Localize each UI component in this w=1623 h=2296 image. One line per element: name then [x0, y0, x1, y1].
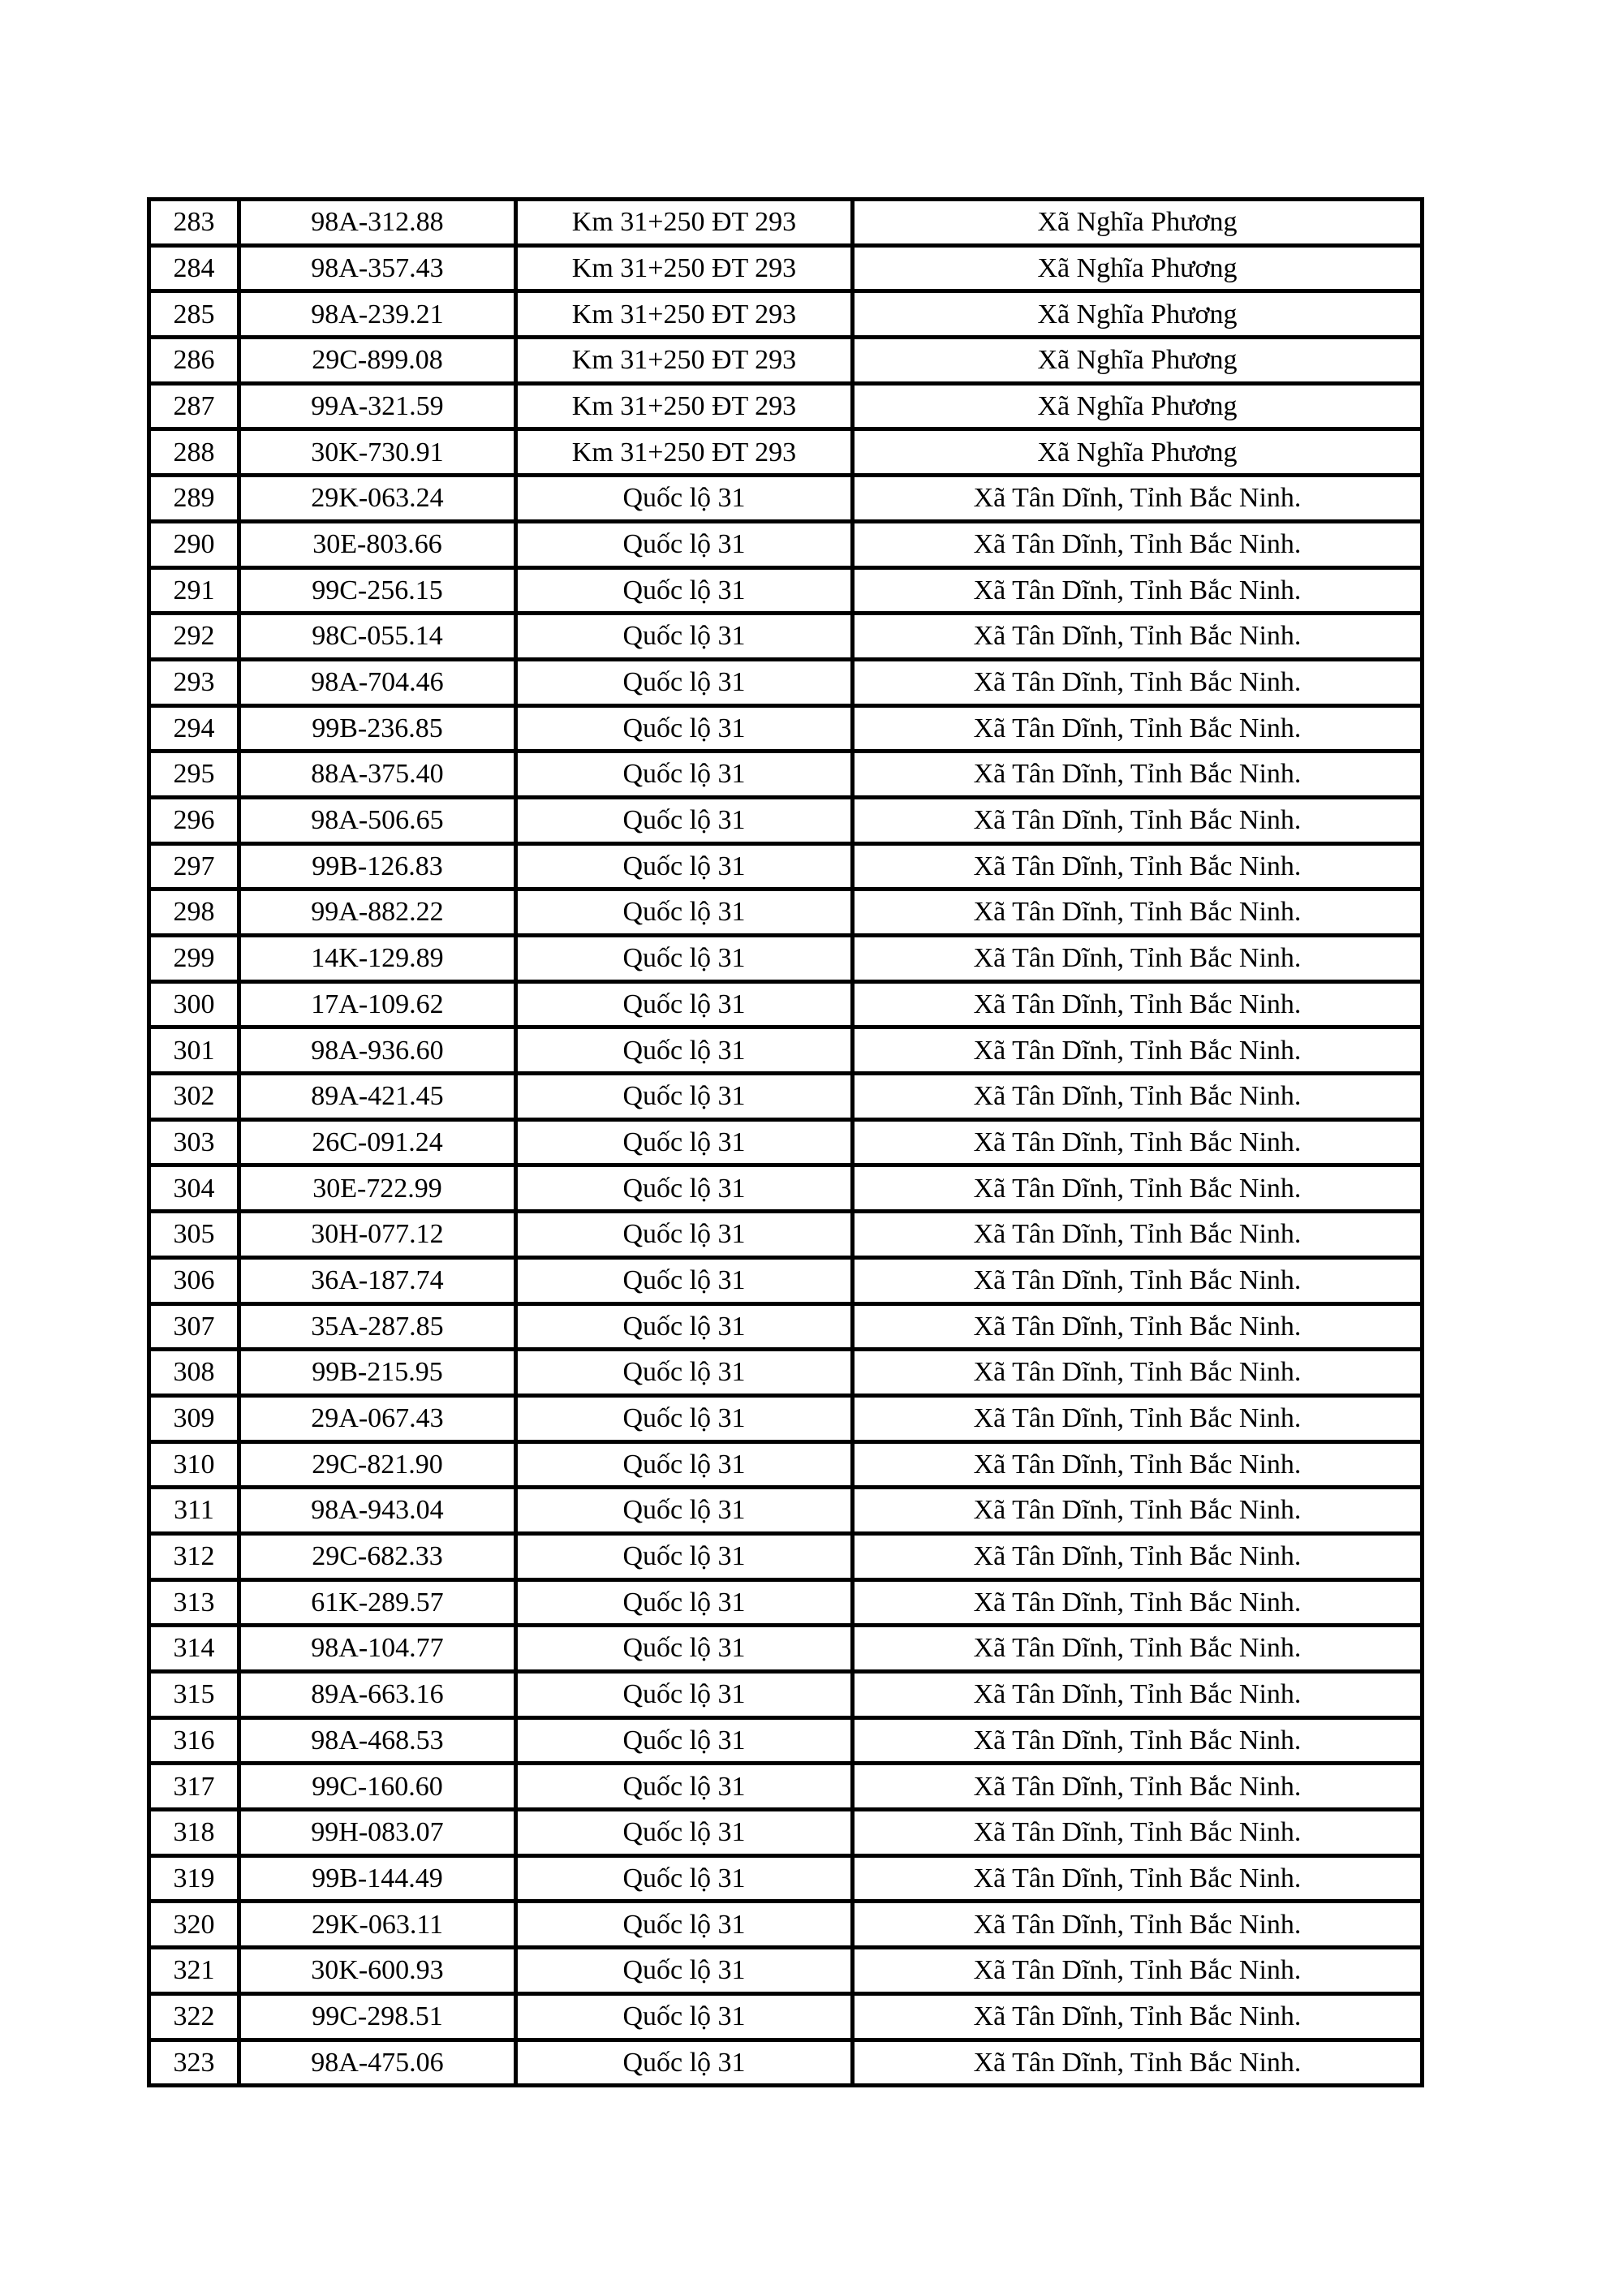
commune-cell: Xã Tân Dĩnh, Tỉnh Bắc Ninh.	[853, 1533, 1423, 1579]
row-number-cell: 300	[149, 981, 239, 1027]
plate-number-cell: 35A-287.85	[239, 1303, 516, 1350]
row-number-cell: 304	[149, 1165, 239, 1212]
road-location-cell: Quốc lộ 31	[516, 843, 853, 890]
row-number-cell: 288	[149, 429, 239, 476]
commune-cell: Xã Tân Dĩnh, Tỉnh Bắc Ninh.	[853, 1764, 1423, 1810]
road-location-cell: Quốc lộ 31	[516, 1764, 853, 1810]
commune-cell: Xã Tân Dĩnh, Tỉnh Bắc Ninh.	[853, 1488, 1423, 1534]
plate-number-cell: 36A-187.74	[239, 1257, 516, 1303]
commune-cell: Xã Tân Dĩnh, Tỉnh Bắc Ninh.	[853, 1993, 1423, 2040]
plate-number-cell: 98A-312.88	[239, 200, 516, 246]
row-number-cell: 298	[149, 890, 239, 936]
row-number-cell: 317	[149, 1764, 239, 1810]
road-location-cell: Quốc lộ 31	[516, 981, 853, 1027]
road-location-cell: Quốc lộ 31	[516, 1441, 853, 1488]
commune-cell: Xã Tân Dĩnh, Tỉnh Bắc Ninh.	[853, 1626, 1423, 1672]
row-number-cell: 315	[149, 1672, 239, 1718]
row-number-cell: 308	[149, 1350, 239, 1396]
table-row	[149, 1855, 1423, 1902]
commune-cell: Xã Tân Dĩnh, Tỉnh Bắc Ninh.	[853, 521, 1423, 567]
plate-number-cell: 30E-803.66	[239, 521, 516, 567]
plate-number-cell: 29K-063.11	[239, 1902, 516, 1948]
road-location-cell: Km 31+250 ĐT 293	[516, 291, 853, 338]
road-location-cell: Quốc lộ 31	[516, 1993, 853, 2040]
row-number-cell: 299	[149, 936, 239, 982]
table-row	[149, 659, 1423, 705]
row-number-cell: 292	[149, 614, 239, 660]
row-number-cell: 303	[149, 1119, 239, 1165]
row-number-cell: 310	[149, 1441, 239, 1488]
plate-number-cell: 99B-215.95	[239, 1350, 516, 1396]
road-location-cell: Quốc lộ 31	[516, 1350, 853, 1396]
table-row	[149, 1533, 1423, 1579]
commune-cell: Xã Tân Dĩnh, Tỉnh Bắc Ninh.	[853, 659, 1423, 705]
table-row	[149, 1119, 1423, 1165]
commune-cell: Xã Tân Dĩnh, Tỉnh Bắc Ninh.	[853, 936, 1423, 982]
plate-number-cell: 98A-943.04	[239, 1488, 516, 1534]
row-number-cell: 287	[149, 383, 239, 429]
row-number-cell: 291	[149, 567, 239, 614]
table-row	[149, 705, 1423, 752]
commune-cell: Xã Tân Dĩnh, Tỉnh Bắc Ninh.	[853, 1579, 1423, 1626]
commune-cell: Xã Tân Dĩnh, Tỉnh Bắc Ninh.	[853, 1855, 1423, 1902]
road-location-cell: Quốc lộ 31	[516, 1902, 853, 1948]
plate-number-cell: 17A-109.62	[239, 981, 516, 1027]
plate-number-cell: 99H-083.07	[239, 1810, 516, 1856]
row-number-cell: 318	[149, 1810, 239, 1856]
table-row	[149, 843, 1423, 890]
plate-number-cell: 61K-289.57	[239, 1579, 516, 1626]
row-number-cell: 297	[149, 843, 239, 890]
plate-number-cell: 98A-104.77	[239, 1626, 516, 1672]
road-location-cell: Quốc lộ 31	[516, 567, 853, 614]
row-number-cell: 321	[149, 1948, 239, 1994]
road-location-cell: Quốc lộ 31	[516, 476, 853, 522]
commune-cell: Xã Tân Dĩnh, Tỉnh Bắc Ninh.	[853, 1119, 1423, 1165]
road-location-cell: Quốc lộ 31	[516, 797, 853, 843]
road-location-cell: Quốc lộ 31	[516, 1212, 853, 1258]
plate-number-cell: 98A-239.21	[239, 291, 516, 338]
plate-number-cell: 99A-882.22	[239, 890, 516, 936]
commune-cell: Xã Tân Dĩnh, Tỉnh Bắc Ninh.	[853, 1350, 1423, 1396]
plate-number-cell: 30E-722.99	[239, 1165, 516, 1212]
row-number-cell: 322	[149, 1993, 239, 2040]
road-location-cell: Quốc lộ 31	[516, 705, 853, 752]
row-number-cell: 301	[149, 1027, 239, 1074]
commune-cell: Xã Tân Dĩnh, Tỉnh Bắc Ninh.	[853, 1303, 1423, 1350]
row-number-cell: 316	[149, 1717, 239, 1764]
commune-cell: Xã Nghĩa Phương	[853, 429, 1423, 476]
row-number-cell: 294	[149, 705, 239, 752]
row-number-cell: 312	[149, 1533, 239, 1579]
table-body	[149, 200, 1423, 2086]
table-row	[149, 1626, 1423, 1672]
table-row	[149, 890, 1423, 936]
road-location-cell: Quốc lộ 31	[516, 659, 853, 705]
road-location-cell: Quốc lộ 31	[516, 1579, 853, 1626]
commune-cell: Xã Nghĩa Phương	[853, 291, 1423, 338]
commune-cell: Xã Nghĩa Phương	[853, 338, 1423, 384]
commune-cell: Xã Tân Dĩnh, Tỉnh Bắc Ninh.	[853, 1948, 1423, 1994]
plate-number-cell: 29C-821.90	[239, 1441, 516, 1488]
commune-cell: Xã Tân Dĩnh, Tỉnh Bắc Ninh.	[853, 1027, 1423, 1074]
commune-cell: Xã Tân Dĩnh, Tỉnh Bắc Ninh.	[853, 614, 1423, 660]
plate-number-cell: 98A-475.06	[239, 2040, 516, 2086]
commune-cell: Xã Tân Dĩnh, Tỉnh Bắc Ninh.	[853, 705, 1423, 752]
commune-cell: Xã Tân Dĩnh, Tỉnh Bắc Ninh.	[853, 1212, 1423, 1258]
plate-number-cell: 98C-055.14	[239, 614, 516, 660]
plate-number-cell: 99B-144.49	[239, 1855, 516, 1902]
plate-number-cell: 98A-506.65	[239, 797, 516, 843]
row-number-cell: 319	[149, 1855, 239, 1902]
commune-cell: Xã Nghĩa Phương	[853, 245, 1423, 291]
plate-number-cell: 99C-160.60	[239, 1764, 516, 1810]
row-number-cell: 283	[149, 200, 239, 246]
road-location-cell: Km 31+250 ĐT 293	[516, 338, 853, 384]
row-number-cell: 295	[149, 752, 239, 798]
table-row	[149, 1948, 1423, 1994]
table-row	[149, 1212, 1423, 1258]
commune-cell: Xã Tân Dĩnh, Tỉnh Bắc Ninh.	[853, 567, 1423, 614]
commune-cell: Xã Tân Dĩnh, Tỉnh Bắc Ninh.	[853, 476, 1423, 522]
road-location-cell: Quốc lộ 31	[516, 1672, 853, 1718]
plate-number-cell: 29C-682.33	[239, 1533, 516, 1579]
plate-number-cell: 98A-704.46	[239, 659, 516, 705]
table-row	[149, 614, 1423, 660]
row-number-cell: 306	[149, 1257, 239, 1303]
table-row	[149, 1810, 1423, 1856]
commune-cell: Xã Tân Dĩnh, Tỉnh Bắc Ninh.	[853, 1257, 1423, 1303]
commune-cell: Xã Tân Dĩnh, Tỉnh Bắc Ninh.	[853, 2040, 1423, 2086]
table-row	[149, 1074, 1423, 1120]
table-row	[149, 338, 1423, 384]
road-location-cell: Quốc lộ 31	[516, 1395, 853, 1441]
commune-cell: Xã Tân Dĩnh, Tỉnh Bắc Ninh.	[853, 1717, 1423, 1764]
commune-cell: Xã Tân Dĩnh, Tỉnh Bắc Ninh.	[853, 890, 1423, 936]
commune-cell: Xã Tân Dĩnh, Tỉnh Bắc Ninh.	[853, 1395, 1423, 1441]
commune-cell: Xã Tân Dĩnh, Tỉnh Bắc Ninh.	[853, 1074, 1423, 1120]
row-number-cell: 313	[149, 1579, 239, 1626]
table-row	[149, 521, 1423, 567]
table-row	[149, 1395, 1423, 1441]
plate-number-cell: 99B-236.85	[239, 705, 516, 752]
row-number-cell: 302	[149, 1074, 239, 1120]
road-location-cell: Quốc lộ 31	[516, 1165, 853, 1212]
row-number-cell: 305	[149, 1212, 239, 1258]
road-location-cell: Quốc lộ 31	[516, 2040, 853, 2086]
road-location-cell: Quốc lộ 31	[516, 1810, 853, 1856]
row-number-cell: 284	[149, 245, 239, 291]
road-location-cell: Quốc lộ 31	[516, 1533, 853, 1579]
table-row	[149, 1027, 1423, 1074]
road-location-cell: Quốc lộ 31	[516, 1717, 853, 1764]
table-row	[149, 245, 1423, 291]
table-row	[149, 1488, 1423, 1534]
road-location-cell: Km 31+250 ĐT 293	[516, 200, 853, 246]
table-row	[149, 936, 1423, 982]
plate-number-cell: 99A-321.59	[239, 383, 516, 429]
table-row	[149, 200, 1423, 246]
road-location-cell: Quốc lộ 31	[516, 1119, 853, 1165]
table-row	[149, 476, 1423, 522]
plate-number-cell: 30H-077.12	[239, 1212, 516, 1258]
row-number-cell: 307	[149, 1303, 239, 1350]
road-location-cell: Quốc lộ 31	[516, 1855, 853, 1902]
road-location-cell: Km 31+250 ĐT 293	[516, 383, 853, 429]
table-row	[149, 1902, 1423, 1948]
commune-cell: Xã Nghĩa Phương	[853, 383, 1423, 429]
row-number-cell: 309	[149, 1395, 239, 1441]
table-row	[149, 2040, 1423, 2086]
commune-cell: Xã Tân Dĩnh, Tỉnh Bắc Ninh.	[853, 843, 1423, 890]
table-row	[149, 1717, 1423, 1764]
plate-number-cell: 89A-421.45	[239, 1074, 516, 1120]
commune-cell: Xã Tân Dĩnh, Tỉnh Bắc Ninh.	[853, 1165, 1423, 1212]
commune-cell: Xã Nghĩa Phương	[853, 200, 1423, 246]
road-location-cell: Quốc lộ 31	[516, 1027, 853, 1074]
row-number-cell: 286	[149, 338, 239, 384]
road-location-cell: Quốc lộ 31	[516, 1626, 853, 1672]
plate-number-cell: 89A-663.16	[239, 1672, 516, 1718]
road-location-cell: Quốc lộ 31	[516, 936, 853, 982]
road-location-cell: Km 31+250 ĐT 293	[516, 429, 853, 476]
row-number-cell: 293	[149, 659, 239, 705]
plate-number-cell: 30K-730.91	[239, 429, 516, 476]
table-row	[149, 1579, 1423, 1626]
table-row	[149, 752, 1423, 798]
plate-number-cell: 26C-091.24	[239, 1119, 516, 1165]
table-row	[149, 1165, 1423, 1212]
commune-cell: Xã Tân Dĩnh, Tỉnh Bắc Ninh.	[853, 1902, 1423, 1948]
road-location-cell: Quốc lộ 31	[516, 1488, 853, 1534]
plate-number-cell: 14K-129.89	[239, 936, 516, 982]
table-row	[149, 797, 1423, 843]
table-row	[149, 1257, 1423, 1303]
table-row	[149, 1350, 1423, 1396]
table-row	[149, 1303, 1423, 1350]
plate-number-cell: 99B-126.83	[239, 843, 516, 890]
row-number-cell: 323	[149, 2040, 239, 2086]
row-number-cell: 285	[149, 291, 239, 338]
row-number-cell: 320	[149, 1902, 239, 1948]
commune-cell: Xã Tân Dĩnh, Tỉnh Bắc Ninh.	[853, 1810, 1423, 1856]
road-location-cell: Quốc lộ 31	[516, 890, 853, 936]
plate-number-cell: 98A-936.60	[239, 1027, 516, 1074]
plate-number-cell: 29C-899.08	[239, 338, 516, 384]
commune-cell: Xã Tân Dĩnh, Tỉnh Bắc Ninh.	[853, 1672, 1423, 1718]
plate-number-cell: 98A-357.43	[239, 245, 516, 291]
commune-cell: Xã Tân Dĩnh, Tỉnh Bắc Ninh.	[853, 1441, 1423, 1488]
table-row	[149, 1764, 1423, 1810]
row-number-cell: 290	[149, 521, 239, 567]
road-location-cell: Km 31+250 ĐT 293	[516, 245, 853, 291]
road-location-cell: Quốc lộ 31	[516, 1257, 853, 1303]
road-location-cell: Quốc lộ 31	[516, 752, 853, 798]
table-row	[149, 383, 1423, 429]
plate-number-cell: 30K-600.93	[239, 1948, 516, 1994]
plate-number-cell: 98A-468.53	[239, 1717, 516, 1764]
table-row	[149, 1672, 1423, 1718]
plate-number-cell: 88A-375.40	[239, 752, 516, 798]
table-row	[149, 1441, 1423, 1488]
row-number-cell: 296	[149, 797, 239, 843]
table-row	[149, 1993, 1423, 2040]
plate-number-cell: 29K-063.24	[239, 476, 516, 522]
road-location-cell: Quốc lộ 31	[516, 521, 853, 567]
table-row	[149, 981, 1423, 1027]
commune-cell: Xã Tân Dĩnh, Tỉnh Bắc Ninh.	[853, 752, 1423, 798]
commune-cell: Xã Tân Dĩnh, Tỉnh Bắc Ninh.	[853, 797, 1423, 843]
table-row	[149, 567, 1423, 614]
road-location-cell: Quốc lộ 31	[516, 1074, 853, 1120]
plate-number-cell: 99C-256.15	[239, 567, 516, 614]
road-location-cell: Quốc lộ 31	[516, 1948, 853, 1994]
row-number-cell: 311	[149, 1488, 239, 1534]
table-row	[149, 291, 1423, 338]
road-location-cell: Quốc lộ 31	[516, 1303, 853, 1350]
road-location-cell: Quốc lộ 31	[516, 614, 853, 660]
plate-number-cell: 99C-298.51	[239, 1993, 516, 2040]
row-number-cell: 314	[149, 1626, 239, 1672]
row-number-cell: 289	[149, 476, 239, 522]
vehicle-violation-table	[147, 197, 1424, 2087]
commune-cell: Xã Tân Dĩnh, Tỉnh Bắc Ninh.	[853, 981, 1423, 1027]
plate-number-cell: 29A-067.43	[239, 1395, 516, 1441]
table-row	[149, 429, 1423, 476]
